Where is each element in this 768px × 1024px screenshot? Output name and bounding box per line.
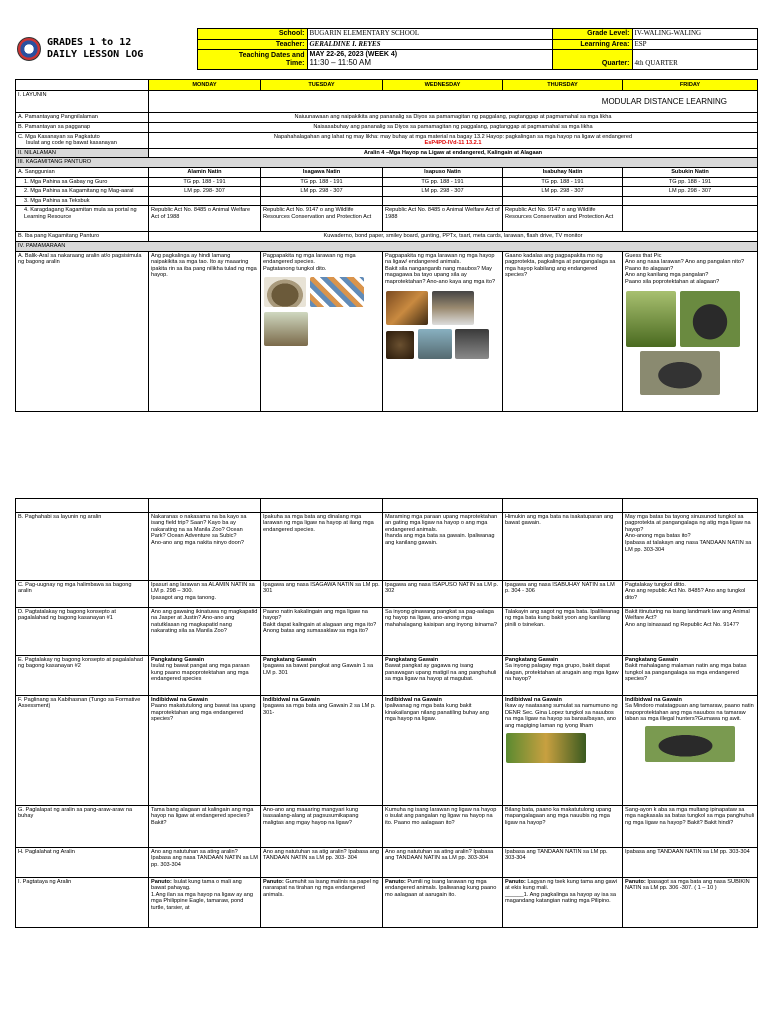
procedure-cell xyxy=(503,655,623,695)
pagganap-label: B. Pamantayan sa pagganap xyxy=(16,123,149,133)
procedure-cell: Bakit itinuturing na isang landmark law ang Animal Welfare Act? Ano ang isinasaad ng Republic Act No. 9147? xyxy=(623,607,758,655)
procedure-cell: May mga batas ba tayong sinusunod tungkol sa pagprotekta at pangangalaga ng atig mga ligaw na hayop? Ano-anong mga batas ito? Ipabasa at talakayn ang nasa TANDAAN NATIN sa LM pp. 303-304 xyxy=(623,512,758,580)
activity-text: Ipagawa sa bawat pangkat ang Gawain 1 sa LM p. 301 xyxy=(263,663,374,676)
procedure-cell: Ipasuri ang larawan sa ALAMIN NATIN sa LM p. 298 – 300. Ipasagot ang mga tanong. xyxy=(149,580,261,607)
balikaral-cell: Ang pagkalinga ay hindi lamang naipakikita sa mga tao. Ito ay maaaring ipakita rin sa iba pang nilikha tulad ng mga hayop. xyxy=(149,251,261,411)
procedure-cell xyxy=(623,877,758,927)
activity-heading: Panuto: xyxy=(385,878,406,885)
grade-value: IV-WALING-WALING xyxy=(632,29,757,40)
procedure-label: I. Pagtataya ng Aralin xyxy=(16,877,149,927)
area-label: Learning Area: xyxy=(552,39,632,50)
dates-label-cell xyxy=(197,50,307,69)
activity-text: Sa inyong palagay mga grupo, bakit dapat alagan, protektahan at arugain ang mga ligaw na hayop? xyxy=(505,663,619,683)
lower-blank xyxy=(503,498,623,512)
tg-cell: TG pp. 188 - 191 xyxy=(383,177,503,187)
tamaraw-photo xyxy=(455,329,489,359)
dates-cell xyxy=(307,50,552,69)
activity-text: Sa Mindoro matatagpuan ang tamaraw, paano natin mapoprotektahan ang mga nauubos na tamaraw laban sa mga illegal hunters?Gumawa ng awit. xyxy=(625,703,754,723)
balikaral-text: Pagpapakita ng mga larawan ng mga endangered species. Pagtatanong tungkol dito. xyxy=(263,252,356,272)
activity-text: Lagyan ng tsek kung tama ang gawi at ekis kung mali. ______1. Ang pagkalinga sa hayop ay isa sa magandang katangian nating mga Pilipino. xyxy=(505,878,617,905)
activity-heading: Indibidwal na Gawain xyxy=(625,696,682,703)
turtle-photo xyxy=(264,277,306,307)
bird-photo xyxy=(386,331,414,359)
area-value: ESP xyxy=(632,39,757,50)
deer-photo xyxy=(386,291,428,325)
activity-text: Paano makatutulong ang bawat isa upang maprotektahan ang mga endangered species? xyxy=(151,703,256,723)
activity-text: Ipasagot sa mga bata ang nasa SUBIKIN NATIN sa LM pp. 306 -307. ( 1 – 10 ) xyxy=(625,878,750,892)
tg-label: 1. Mga Pahina sa Gabay ng Guro xyxy=(16,177,149,187)
sanggunian-label: A. Sanggunian xyxy=(16,168,149,178)
tg-cell: TG pp. 188 - 191 xyxy=(261,177,383,187)
activity-heading: Pangkatang Gawain xyxy=(505,656,559,663)
head-alamin: Alamin Natin xyxy=(149,168,261,178)
procedure-cell: Ano ang natutuhan sa atig aralin? Ipabasa ang TANDAAN NATIN sa LM pp. 303- 304 xyxy=(261,847,383,877)
empty-corner xyxy=(16,79,149,91)
lower-blank xyxy=(383,498,503,512)
boar-photo xyxy=(680,291,740,347)
kasanayan-cell xyxy=(149,132,758,148)
procedure-row xyxy=(16,580,758,607)
procedure-cell: Sa inyong ginawang pangkat sa pag-aalaga ng hayop na ligaw, ano-anong mga mahahalagang kaisipan ang inyong isinama? xyxy=(383,607,503,655)
lesson-table-continued xyxy=(15,498,758,928)
day-friday: FRIDAY xyxy=(623,79,758,91)
kasanayan-sublabel: Isulat ang code ng bawat kasanayan xyxy=(26,140,117,147)
kasanayan-label: C. Mga Kasanayan sa Pagkatuto xyxy=(18,133,100,140)
tamaraw2-photo xyxy=(640,351,720,395)
activity-text: Ikaw ay naatasang sumulat sa namumuno ng DENR Sec. Gina Lopez tungkol sa nauubos na mga ligaw na hayop sa bansa/bayan, ano ang magiging laman ng iyong liham xyxy=(505,703,618,729)
procedure-cell xyxy=(503,695,623,805)
procedure-cell xyxy=(261,655,383,695)
procedure-cell: Bilang bata, paano ka makatutulong upang mapangalagaan ang mga nauubis ng mga ligaw na hayop? xyxy=(503,805,623,847)
lesson-table xyxy=(15,79,758,412)
header xyxy=(15,28,757,928)
activity-heading: Pangkatang Gawain xyxy=(385,656,439,663)
time-label: Time: xyxy=(285,59,305,67)
procedure-label: F. Paglinang sa Kabihasnan (Tungo sa Formative Assessment) xyxy=(16,695,149,805)
procedure-label: E. Pagtalakay ng bagong konsepto at pagalalahad ng bagong kasanayan #2 xyxy=(16,655,149,695)
procedure-cell xyxy=(383,877,503,927)
procedure-cell xyxy=(503,877,623,927)
pagganap-text: Naisasabuhay ang pananalig sa Diyos sa pamamagitan ng paggalang, pagtanggap at pagmamahal sa mga likha xyxy=(149,123,758,133)
balikaral-label: A. Balik-Aral sa nakaraang aralin at/o pagsisimula ng bagong aralin xyxy=(16,251,149,411)
activity-heading: Panuto: xyxy=(505,878,526,885)
head-isagawa: Isagawa Natin xyxy=(261,168,383,178)
tg-cell: TG pp. 188 - 191 xyxy=(503,177,623,187)
lower-rows xyxy=(16,512,758,927)
activity-heading: Indibidwal na Gawain xyxy=(263,696,320,703)
lower-blank xyxy=(149,498,261,512)
karagdagan-cell: Republic Act No. 9147 o ang Wildlife Resources Conservation and Protection Act xyxy=(503,206,623,232)
guess-pictures xyxy=(625,290,755,399)
procedure-cell xyxy=(623,655,758,695)
dates-value: MAY 22-26, 2023 (WEEK 4) xyxy=(309,51,398,59)
procedure-row xyxy=(16,695,758,805)
monkey-eating-eagle-photo xyxy=(626,291,676,347)
pamamaraan-label: IV. PAMAMARAAN xyxy=(16,241,758,251)
activity-text: Ipaliwanag ng mga bata kung bakit kinakailangan nilang panatiling buhay ang mga hayop na ligaw. xyxy=(385,703,489,723)
lm-cell: LM pp. 298 - 307 xyxy=(261,187,383,197)
activity-text: Isulat kung tama o mali ang bawat pahayag. 1.Ang ilan sa mga hayop na ligaw ay ang mga Philippine Eagle, tamaraw, pond turtle, tarsier, at xyxy=(151,878,253,911)
balikaral-cell-wed xyxy=(383,251,503,411)
procedure-cell: Ipabasa ang TANDAAN NATIN sa LM pp. 303-304 xyxy=(503,847,623,877)
iba-label: B. Iba pang Kagamitang Panturo xyxy=(16,232,149,242)
balikaral-cell-tue xyxy=(261,251,383,411)
activity-text: Pumili ng isang larawan ng mga endangered animals. Ipaliwanag kung paano mo aalagaan at aarugain ito. xyxy=(385,878,497,898)
balikaral-cell-fri xyxy=(623,251,758,411)
procedure-label: H. Paglalahat ng Aralin xyxy=(16,847,149,877)
activity-heading: Panuto: xyxy=(263,878,284,885)
kasanayan-code: EsP4PD-IVd-11 13.2.1 xyxy=(424,140,482,147)
teksbuk-cell xyxy=(503,196,623,206)
procedure-cell: Ipabasa ang TANDAAN NATIN sa LM pp. 303-304 xyxy=(623,847,758,877)
procedure-cell: Tama bang alagaan at kalingain ang mga hayop na ligaw at endangered species? Bakit? xyxy=(149,805,261,847)
activity-text: Bakit mahalagang malaman natin ang mga batas tungkol sa pangangalaga sa mga endangered species? xyxy=(625,663,747,683)
procedure-row xyxy=(16,847,758,877)
lower-blank xyxy=(623,498,758,512)
head-isabuhay: Isabuhay Natin xyxy=(503,168,623,178)
kagamitan-label: III. KAGAMITANG PANTURO xyxy=(16,158,758,168)
procedure-cell: Ipagawa ang nasa ISAPUSO NATIN sa LM p. 302 xyxy=(383,580,503,607)
procedure-label: D. Pagtatalakay ng bagong konsepto at pagalalahad ng bagong kasanayan #1 xyxy=(16,607,149,655)
time-value: 11:30 – 11:50 AM xyxy=(309,58,372,68)
procedure-cell: Ipakuha sa mga bata ang dinalang mga larawan ng mga ligaw na hayop at ilang mga endangered species. xyxy=(261,512,383,580)
eagle-photo xyxy=(432,291,474,325)
grade-label: Grade Level: xyxy=(552,29,632,40)
procedure-cell: Maraming mga paraan upang maprotektahan an gating mga ligaw na hayop o ang mga endangered animals. Ihanda ang mga bata sa gawain. Ipaliwanag ang kanilang gawain. xyxy=(383,512,503,580)
header-table xyxy=(15,28,758,70)
quarter-value: 4th QUARTER xyxy=(632,50,757,69)
procedure-cell xyxy=(261,877,383,927)
endangered-pictures xyxy=(263,276,380,349)
procedure-cell: Ano ang gawaing ikinatuwa ng magkapatid na Jasper at Justin? Ano-ano ang natutklasan ng magkapatid nang nakarating sila sa Manila Zoo? xyxy=(149,607,261,655)
procedure-cell xyxy=(149,655,261,695)
procedure-cell: Ano ang natutuhan sa ating aralin? Ipabasa ang nasa TANDAAN NATIN sa LM pp. 303-304 xyxy=(149,847,261,877)
logo-title-cell xyxy=(15,29,197,70)
procedure-row xyxy=(16,512,758,580)
day-thursday: THURSDAY xyxy=(503,79,623,91)
procedure-cell: Himukin ang mga bata na isakatuparan ang bawat gawain. xyxy=(503,512,623,580)
procedure-cell: Pagtalakay tungkol ditto. Ano ang republic Act No. 8485? Ano ang tungkol dito? xyxy=(623,580,758,607)
lm-cell: LM pp. 298 - 307 xyxy=(383,187,503,197)
procedure-row xyxy=(16,805,758,847)
procedure-row xyxy=(16,877,758,927)
day-monday: MONDAY xyxy=(149,79,261,91)
procedure-row xyxy=(16,655,758,695)
pamantayan-text: Naiuunawaan ang naipakikita ang pananalig sa Diyos sa pamamagitan ng paggalang, pagtanggap at pagmamahal sa mga likha xyxy=(149,113,758,123)
teksbuk-cell xyxy=(261,196,383,206)
dates-label: Teaching Dates and xyxy=(238,51,305,59)
procedure-cell xyxy=(149,695,261,805)
balikaral-text: Guess that Pic Ano ang nasa larawan? Ano ang pangalan nito? Paano ito alagaan? Ano ang kanilang mga pangalan? Paano sila poprotektahan at alagaan? xyxy=(625,252,745,285)
activity-heading: Indibidwal na Gawain xyxy=(385,696,442,703)
tg-cell: TG pp. 188 - 191 xyxy=(149,177,261,187)
procedure-label: B. Paghahabi sa layunin ng aralin xyxy=(16,512,149,580)
activity-text: Gumuhit sa isang malinis na papel ng nararapat na tirahan ng mga endangered animals. xyxy=(263,878,379,898)
activity-heading: Panuto: xyxy=(151,878,172,885)
procedure-cell xyxy=(623,695,758,805)
procedure-cell xyxy=(383,695,503,805)
deped-seal-icon xyxy=(17,37,41,61)
activity-heading: Pangkatang Gawain xyxy=(625,656,679,663)
school-value: BUGARIN ELEMENTARY SCHOOL xyxy=(307,29,552,40)
activity-heading: Indibidwal na Gawain xyxy=(151,696,208,703)
activity-text: Ipagawa sa mga bata ang Gawain 2 sa LM p. 301- xyxy=(263,703,376,716)
day-tuesday: TUESDAY xyxy=(261,79,383,91)
parrot-photo xyxy=(506,733,586,763)
procedure-cell: Ano-ano ang maaaring mangyari kung isasaalang-alang at pagsusumikapang maligtas ang mgay hayop na ligaw? xyxy=(261,805,383,847)
pamantayan-label: A. Pamantayang Pangnilalaman xyxy=(16,113,149,123)
kasanayan-text: Napahahalagahan ang lahat ng may likha: may buhay at mga material na bagay 13.2 Hayop: pagkalingan sa mga hayop na ligaw at endangered xyxy=(273,133,633,140)
quarter-label: Quarter: xyxy=(552,50,632,69)
activity-text: Bawat pangkat ay gagawa ng isang panawagan upang matigil na ang panghuhuli sa mga ligaw na hayop at magubat. xyxy=(385,663,497,683)
title-line2: DAILY LESSON LOG xyxy=(46,48,144,60)
procedure-cell: Talakayin ang sagot ng mga bata. Ipaliliwanag ng mga bata kung bakit yoon ang kanilang pinili o tsinekan. xyxy=(503,607,623,655)
balikaral-cell-thu: Gaano kadalas ang pagpapakita mo ng pagprotekta, pagkalinga at pangangalaga sa mga hayop kabilang ang endangered species? xyxy=(503,251,623,411)
procedure-cell: Ipagawa ang nasa ISAGAWA NATIN sa LM pp. 301 xyxy=(261,580,383,607)
procedure-cell: Nakaranas o nakasama na ba kayo sa isang field trip? Saan? Kayo ba ay nakarating na sa Manila Zoo? Ocean Park? Ocean Adventure sa Subic? Ano-ano ang mga nakita ninyo doon? xyxy=(149,512,261,580)
activity-text: Isulat ng bawat pangat ang mga paraan kung paano mapoprotektahan ang mga endangered species xyxy=(151,663,250,683)
teksbuk-cell xyxy=(623,196,758,206)
title-line1: GRADES 1 to 12 xyxy=(46,37,132,49)
karagdagan-cell xyxy=(623,206,758,232)
head-subukin: Subukin Natin xyxy=(623,168,758,178)
tg-cell: TG pp. 188 - 191 xyxy=(623,177,758,187)
nilalaman-text: Aralin 4 –Mga Hayop na Ligaw at endangered, Kalingain at Alagaan xyxy=(149,148,758,158)
butterflies-photo xyxy=(310,277,364,307)
lm-cell: LM pp. 298- 307 xyxy=(149,187,261,197)
turtle2-photo xyxy=(418,329,452,359)
activity-heading: Pangkatang Gawain xyxy=(263,656,317,663)
balikaral-text: Pagpapakita ng mga larawan ng mga hayop na ligaw/ endangered animals. Bakit sila nanganganib nang maubos? May magagawa ba tayo upang sila ay maprotektahan? Ano-ano kaya ang mga ito? xyxy=(385,252,496,285)
procedure-cell xyxy=(261,695,383,805)
tamaraw-photo xyxy=(645,726,735,762)
activity-heading: Panuto: xyxy=(625,878,646,885)
lm-label: 2. Mga Pahina sa Kagamitang ng Mag-aaral xyxy=(16,187,149,197)
procedure-cell xyxy=(149,877,261,927)
day-wednesday: WEDNESDAY xyxy=(383,79,503,91)
activity-heading: Indibidwal na Gawain xyxy=(505,696,562,703)
layunin-label: I. LAYUNIN xyxy=(16,91,149,113)
modular-text: MODULAR DISTANCE LEARNING xyxy=(149,91,758,113)
teacher-label: Teacher: xyxy=(197,39,307,50)
karagdagan-cell: Republic Act No. 9147 o ang Wildlife Resources Conservation and Protection Act xyxy=(261,206,383,232)
head-isapuso: Isapuso Natin xyxy=(383,168,503,178)
school-label: School: xyxy=(197,29,307,40)
procedure-cell xyxy=(383,655,503,695)
procedure-label: C. Pag-uugnay ng mga halimbawa sa bagong aralin xyxy=(16,580,149,607)
procedure-cell: Ipagawa ang nasa ISABUHAY NATIN sa LM p. 304 - 306 xyxy=(503,580,623,607)
karagdagan-cell: Republic Act No. 8485 o Animal Welfare Act of 1988 xyxy=(149,206,261,232)
lower-blank xyxy=(261,498,383,512)
teacher-value: GERALDINE I. REYES xyxy=(307,39,552,50)
lm-cell: LM pp. 298 - 307 xyxy=(503,187,623,197)
activity-heading: Pangkatang Gawain xyxy=(151,656,205,663)
lm-cell: LM pp. 298 - 307 xyxy=(623,187,758,197)
procedure-label: G. Paglalapat ng aralin sa pang-araw-araw na buhay xyxy=(16,805,149,847)
wild-animal-pictures xyxy=(385,290,500,363)
procedure-cell: Ano ang natutuhan sa ating aralin? Ipabasa ang TANDAAN NATIN sa LM pp. 303-304 xyxy=(383,847,503,877)
procedure-cell: Sang-ayon k aba sa mga multang ipinapataw sa mga nagkasala sa batas tungkol sa mga panghuhuli ng mga ligaw na hayop? Bakit? Bakit hindi? xyxy=(623,805,758,847)
teksbuk-cell xyxy=(383,196,503,206)
iba-text: Kuwaderno, bond paper, smiley board, gunting, PPTx, tsart, meta cards, larawan, flash drive, TV monitor xyxy=(149,232,758,242)
procedure-cell: Kumuha ng isang larawan ng ligaw na hayop o isulat ang pangalan ng ligaw na hayop na ito. Paano mo aalagaan ito? xyxy=(383,805,503,847)
karagdagan-cell: Republic Act No. 8485 o Animal Welfare Act of 1988 xyxy=(383,206,503,232)
teksbuk-label: 3. Mga Pahina sa Teksbuk xyxy=(16,196,149,206)
procedure-cell: Paano natin kakalingain ang mga ligaw na hayop? Bakit dapat kalingain at alagaan ang mga ito? Anong batas ang sumasaklaw sa mga ito? xyxy=(261,607,383,655)
lower-blank xyxy=(16,498,149,512)
teksbuk-cell xyxy=(149,196,261,206)
karagdagan-label: 4. Karagdagang Kagamitan mula sa portal ng Learning Resource xyxy=(16,206,149,232)
nilalaman-label: II. NILALAMAN xyxy=(16,148,149,158)
kasanayan-label-cell xyxy=(16,132,149,148)
procedure-row xyxy=(16,607,758,655)
tarsier-photo xyxy=(264,312,308,346)
